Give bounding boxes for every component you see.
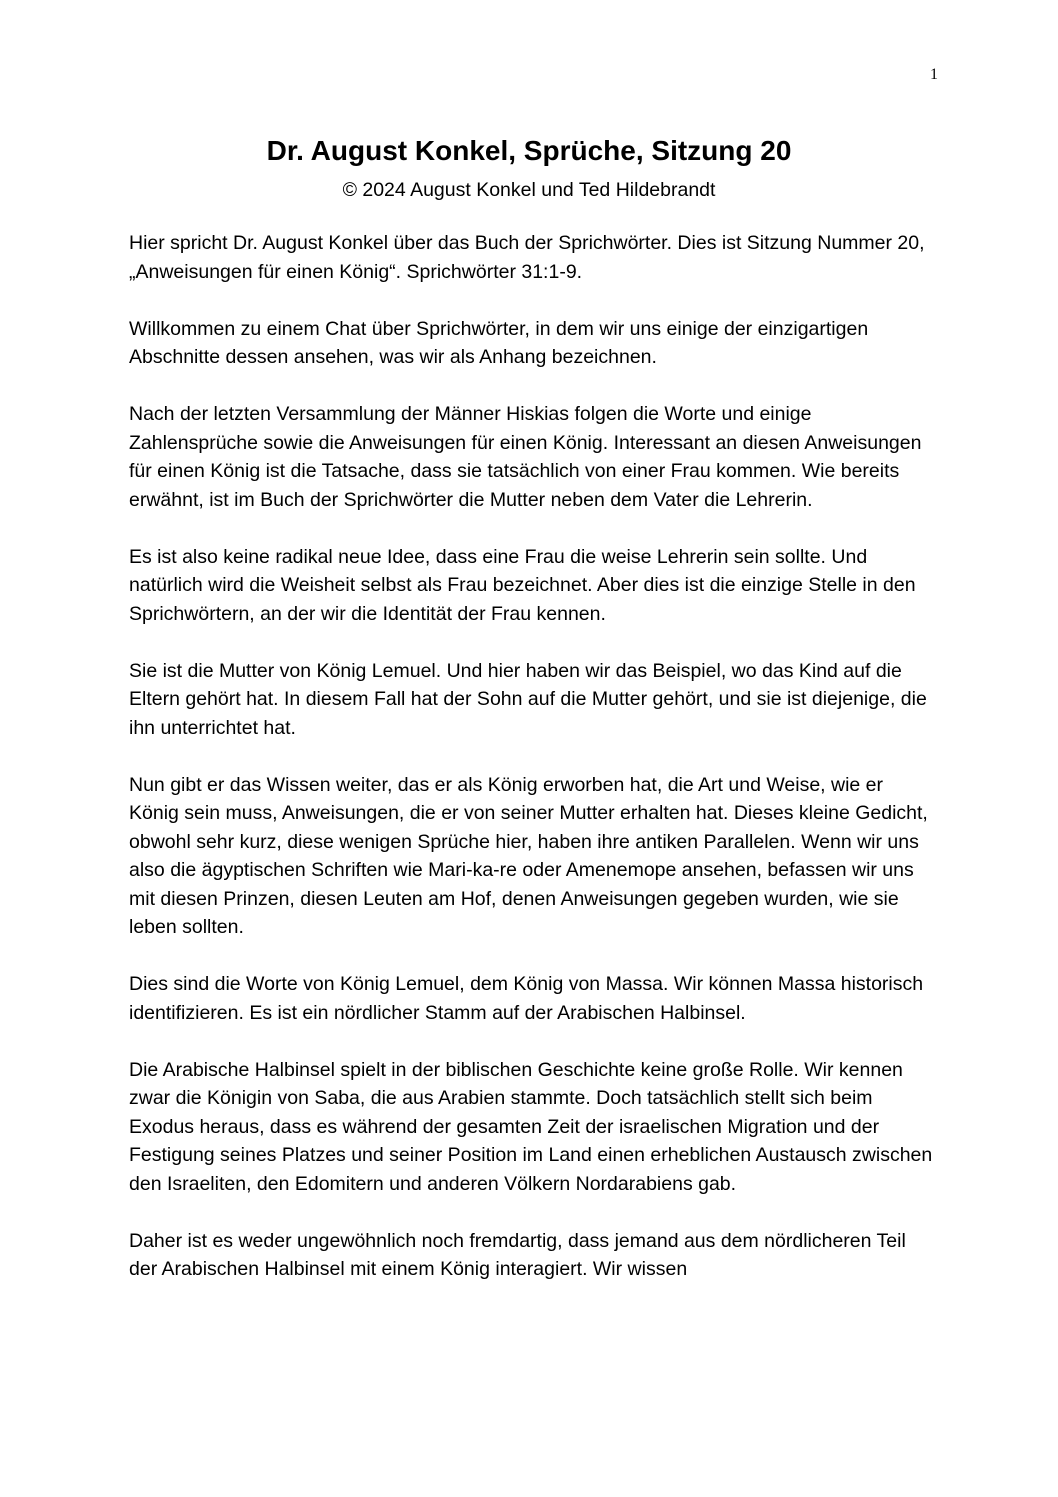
paragraph-hezekiah: Nach der letzten Versammlung der Männer Hiskias folgen die Worte und einige Zahlensprüche sowie die Anweisungen für einen König. Interessant an diesen Anweisungen für einen König ist die Tatsache, dass sie tatsächlich von einer Frau kommen. Wie bereits erwähnt, ist im Buch der Sprichwörter die Mutter neben dem Vater die Lehrerin. bbox=[129, 403, 922, 511]
paragraph-intro: Hier spricht Dr. August Konkel über das Buch der Sprichwörter. Dies ist Sitzung Nummer 20, „Anweisungen für einen König“. Sprichwörter 31:1-9. bbox=[129, 232, 925, 283]
paragraph-woman-teacher: Es ist also keine radikal neue Idee, dass eine Frau die weise Lehrerin sein sollte. Und natürlich wird die Weisheit selbst als Frau bezeichnet. Aber dies ist die einzige Stelle in den Sprichwörtern, an der wir die Identität der Frau kennen. bbox=[129, 545, 916, 625]
document-title: Dr. August Konkel, Sprüche, Sitzung 20 bbox=[266, 135, 792, 166]
paragraph-knowledge: Nun gibt er das Wissen weiter, das er als König erworben hat, die Art und Weise, wie er König sein muss, Anweisungen, die er von seiner Mutter erhalten hat. Dieses kleine Gedicht, obwohl sehr kurz, diese wenigen Sprüche hier, haben ihre antiken Parallelen. Wenn wir uns also die ägyptischen Schriften wie Mari-ka-re oder Amenemope ansehen, befassen wir uns mit diesen Prinzen, diesen Leuten am Hof, denen Anweisungen gegeben wurden, wie sie leben sollten. bbox=[129, 773, 928, 938]
paragraph-northern-arabia: Daher ist es weder ungewöhnlich noch fremdartig, dass jemand aus dem nördlicheren Teil der Arabischen Halbinsel mit einem König interagiert. Wir wissen bbox=[129, 1229, 906, 1280]
document-body bbox=[129, 229, 934, 1312]
paragraph-massa: Dies sind die Worte von König Lemuel, dem König von Massa. Wir können Massa historisch identifizieren. Es ist ein nördlicher Stamm auf der Arabischen Halbinsel. bbox=[129, 973, 924, 1024]
paragraph-arabian-peninsula: Die Arabische Halbinsel spielt in der biblischen Geschichte keine große Rolle. Wir kennen zwar die Königin von Saba, die aus Arabien stammte. Doch tatsächlich stellt sich beim Exodus heraus, dass es während der gesamten Zeit der israelischen Migration und der Festigung seines Platzes und seiner Position im Land einen erheblichen Austausch zwischen den Israeliten, den Edomitern und anderen Völkern Nordarabiens gab. bbox=[129, 1058, 933, 1195]
paragraph-welcome: Willkommen zu einem Chat über Sprichwörter, in dem wir uns einige der einzigartigen Abschnitte dessen ansehen, was wir als Anhang bezeichnen. bbox=[129, 317, 869, 368]
paragraph-lemuel-mother: Sie ist die Mutter von König Lemuel. Und hier haben wir das Beispiel, wo das Kind auf die Eltern gehört hat. In diesem Fall hat der Sohn auf die Mutter gehört, und sie ist diejenige, die ihn unterrichtet hat. bbox=[129, 659, 927, 739]
page-number: 1 bbox=[930, 66, 938, 83]
copyright-line: © 2024 August Konkel und Ted Hildebrandt bbox=[342, 179, 716, 201]
